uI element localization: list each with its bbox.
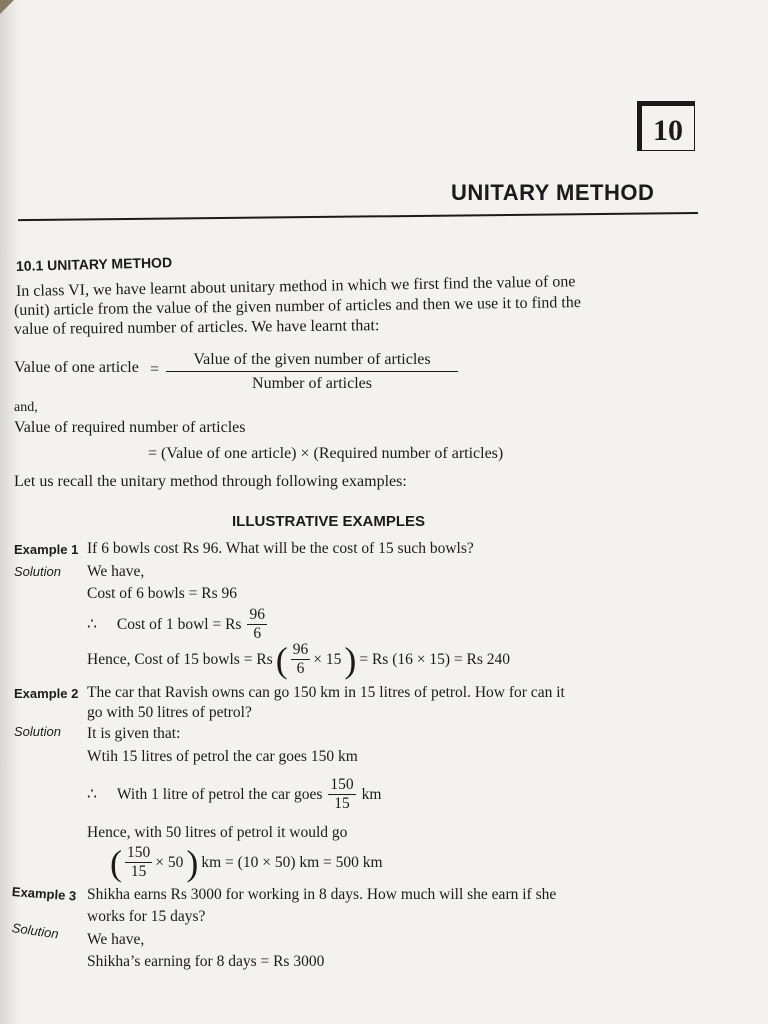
page-binding-shadow xyxy=(0,0,20,1024)
chapter-title: UNITARY METHOD xyxy=(451,180,655,205)
section-line-2: (unit) article from the value of the given number of articles and then we use it to find the xyxy=(13,294,581,319)
example1-line4-multiplier: × 15 xyxy=(313,650,342,668)
example3-label: Example 3 xyxy=(11,884,77,904)
example2-question-line2: go with 50 litres of petrol? xyxy=(87,704,252,721)
left-paren: ( xyxy=(275,639,288,680)
example1-line3 xyxy=(87,606,267,643)
example3-line2: Shikha’s earning for 8 days = Rs 3000 xyxy=(87,953,325,970)
page-corner xyxy=(0,0,14,14)
example1-line2: Cost of 6 bowls = Rs 96 xyxy=(87,585,237,602)
example2-line3-numerator: 150 xyxy=(330,776,354,793)
example1-line3-text: Cost of 1 bowl = Rs xyxy=(116,615,242,633)
example2-line4: Hence, with 50 litres of petrol it would go xyxy=(87,824,348,841)
right-paren: ) xyxy=(186,842,199,883)
formula1-lhs: Value of one article xyxy=(14,359,139,376)
formula1-numerator: Value of the given number of articles xyxy=(193,351,431,368)
formula1-denominator: Number of articles xyxy=(166,371,458,393)
example1-line4-result: = Rs (16 × 15) = Rs 240 xyxy=(359,650,510,668)
section-line-3: value of required number of articles. We have learnt that: xyxy=(13,317,380,338)
example2-line5-numerator: 150 xyxy=(127,844,151,861)
example2-line3 xyxy=(87,776,381,813)
example2-line3-denominator: 15 xyxy=(328,794,355,813)
example2-line5-result: km = (10 × 50) km = 500 km xyxy=(201,853,383,871)
example2-line1: It is given that: xyxy=(87,725,181,742)
example2-question-line1: The car that Ravish owns can go 150 km in 15 litres of petrol. How for can it xyxy=(87,684,565,701)
example3-question-line2: works for 15 days? xyxy=(87,908,206,925)
section-heading: 10.1 UNITARY METHOD xyxy=(15,254,173,274)
example1-line3-numerator: 96 xyxy=(249,606,265,623)
example1-line4-denominator: 6 xyxy=(291,659,311,678)
example1-line4-text: Hence, Cost of 15 bowls = Rs xyxy=(87,650,273,668)
and-text: and, xyxy=(14,400,38,415)
example1-line1: We have, xyxy=(87,563,145,580)
chapter-number: 10 xyxy=(653,114,683,147)
example3-question-line1: Shikha earns Rs 3000 for working in 8 days. How much will she earn if she xyxy=(87,886,557,903)
formula1-fraction xyxy=(166,350,458,393)
example2-line2: Wtih 15 litres of petrol the car goes 150 km xyxy=(87,748,358,765)
therefore-symbol: ∴ xyxy=(87,786,97,803)
example2-line5-denominator: 15 xyxy=(125,862,152,881)
example1-line4-numerator: 96 xyxy=(292,641,309,658)
chapter-number-box xyxy=(637,101,695,151)
example2-line5-multiplier: × 50 xyxy=(155,853,184,871)
example2-solution-label: Solution xyxy=(14,724,61,739)
example1-question: If 6 bowls cost Rs 96. What will be the cost of 15 such bowls? xyxy=(87,540,474,557)
section-line-1: In class VI, we have learnt about unitary method in which we first find the value of one xyxy=(15,273,576,300)
example2-line3-text: With 1 litre of petrol the car goes xyxy=(116,785,323,803)
left-paren: ( xyxy=(110,842,122,883)
example2-line3-unit: km xyxy=(361,785,382,803)
right-paren: ) xyxy=(344,639,357,680)
formula2-rhs: = (Value of one article) × (Required number of articles) xyxy=(148,445,504,462)
recall-text: Let us recall the unitary method through following examples: xyxy=(14,473,407,490)
examples-heading: ILLUSTRATIVE EXAMPLES xyxy=(232,513,426,530)
example1-line4 xyxy=(87,641,510,678)
example1-label: Example 1 xyxy=(14,542,79,557)
example1-solution-label: Solution xyxy=(14,564,61,579)
example2-line5 xyxy=(110,844,383,881)
formula1-equals: = xyxy=(150,361,160,378)
example1-line3-denominator: 6 xyxy=(247,624,267,643)
therefore-symbol: ∴ xyxy=(87,616,97,633)
example3-solution-label: Solution xyxy=(10,920,60,942)
formula2-lhs: Value of required number of articles xyxy=(14,419,246,436)
example2-label: Example 2 xyxy=(14,686,79,701)
title-underline xyxy=(18,212,698,221)
example3-line1: We have, xyxy=(87,931,145,948)
